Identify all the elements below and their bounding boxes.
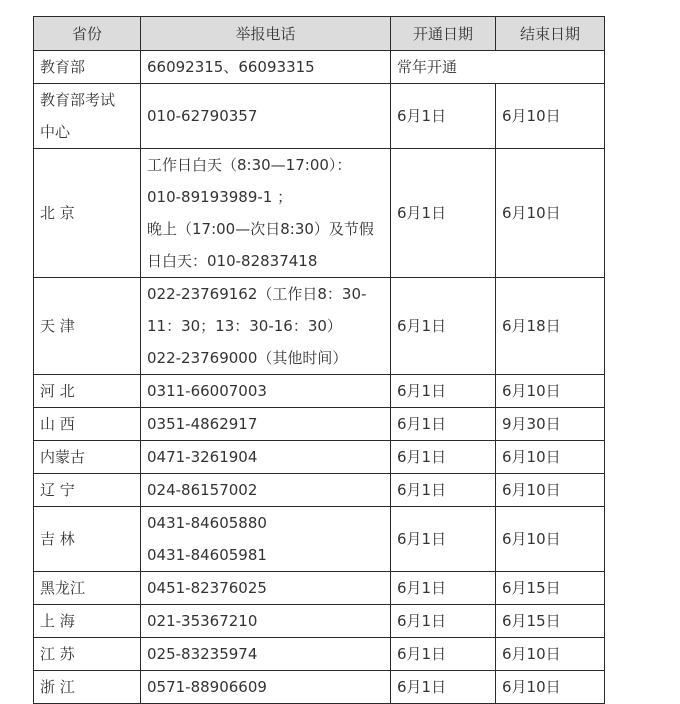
end-date-cell: 6月10日 xyxy=(496,84,605,149)
phone-cell: 021-35367210 xyxy=(141,605,391,638)
phone-line: 工作日白天（8:30—17:00）： xyxy=(147,156,352,174)
phone-cell xyxy=(141,278,391,375)
end-date-cell: 6月10日 xyxy=(496,149,605,278)
phone-line: 0431-84605880 xyxy=(147,514,267,532)
open-date-cell: 6月1日 xyxy=(391,441,496,474)
phone-cell: 0571-88906609 xyxy=(141,671,391,704)
province-cell: 浙 江 xyxy=(34,671,141,704)
phone-line: 022-23769000（其他时间） xyxy=(147,349,348,367)
phone-cell: 0451-82376025 xyxy=(141,572,391,605)
end-date-cell: 6月18日 xyxy=(496,278,605,375)
end-date-cell: 6月10日 xyxy=(496,671,605,704)
province-cell: 教育部 xyxy=(34,51,141,84)
phone-cell: 0471-3261904 xyxy=(141,441,391,474)
end-date-cell: 6月10日 xyxy=(496,474,605,507)
open-date-cell: 6月1日 xyxy=(391,671,496,704)
header-province: 省份 xyxy=(34,17,141,51)
table-row xyxy=(34,605,605,638)
province-cell xyxy=(34,84,141,149)
province-cell: 黑龙江 xyxy=(34,572,141,605)
open-date-cell: 6月1日 xyxy=(391,638,496,671)
table-row xyxy=(34,84,605,149)
header-phone: 举报电话 xyxy=(141,17,391,51)
table-row xyxy=(34,474,605,507)
open-date-cell: 6月1日 xyxy=(391,408,496,441)
phone-cell: 025-83235974 xyxy=(141,638,391,671)
table-row xyxy=(34,671,605,704)
end-date-cell: 6月10日 xyxy=(496,375,605,408)
province-cell: 辽 宁 xyxy=(34,474,141,507)
phone-cell xyxy=(141,507,391,572)
header-end-date: 结束日期 xyxy=(496,17,605,51)
open-date-cell: 6月1日 xyxy=(391,278,496,375)
open-date-cell: 6月1日 xyxy=(391,474,496,507)
open-date-cell: 6月1日 xyxy=(391,605,496,638)
province-cell: 河 北 xyxy=(34,375,141,408)
table-row xyxy=(34,441,605,474)
province-cell: 吉 林 xyxy=(34,507,141,572)
open-date-cell: 6月1日 xyxy=(391,84,496,149)
header-row xyxy=(34,17,605,51)
province-cell: 江 苏 xyxy=(34,638,141,671)
end-date-cell: 6月10日 xyxy=(496,441,605,474)
open-date-cell: 6月1日 xyxy=(391,375,496,408)
end-date-cell: 9月30日 xyxy=(496,408,605,441)
phone-cell xyxy=(141,149,391,278)
phone-cell: 0311-66007003 xyxy=(141,375,391,408)
phone-line: 晚上（17:00—次日8:30）及节假 xyxy=(147,220,374,238)
province-cell: 北 京 xyxy=(34,149,141,278)
table-row xyxy=(34,572,605,605)
province-cell: 山 西 xyxy=(34,408,141,441)
open-date-cell: 6月1日 xyxy=(391,507,496,572)
end-date-cell: 6月10日 xyxy=(496,638,605,671)
end-date-cell: 6月15日 xyxy=(496,572,605,605)
header-open-date: 开通日期 xyxy=(391,17,496,51)
phone-line: 日白天：010-82837418 xyxy=(147,252,318,270)
end-date-cell: 6月15日 xyxy=(496,605,605,638)
table-row xyxy=(34,278,605,375)
province-cell: 天 津 xyxy=(34,278,141,375)
table-row xyxy=(34,375,605,408)
phone-cell: 024-86157002 xyxy=(141,474,391,507)
phone-line: 0431-84605981 xyxy=(147,546,267,564)
phone-cell: 0351-4862917 xyxy=(141,408,391,441)
province-line: 中心 xyxy=(40,123,71,141)
province-cell: 内蒙古 xyxy=(34,441,141,474)
table-row xyxy=(34,51,605,84)
phone-cell: 010-62790357 xyxy=(141,84,391,149)
end-date-cell: 6月10日 xyxy=(496,507,605,572)
open-date-cell: 常年开通 xyxy=(391,51,605,84)
province-cell: 上 海 xyxy=(34,605,141,638)
table-row xyxy=(34,638,605,671)
phone-line: 022-23769162（工作日8：30- xyxy=(147,285,367,303)
table-row xyxy=(34,408,605,441)
phone-line: 11：30；13：30-16：30） xyxy=(147,317,342,335)
hotline-table xyxy=(33,16,605,704)
table-row xyxy=(34,149,605,278)
phone-line: 010-89193989-1 ； xyxy=(147,188,293,206)
table-row xyxy=(34,507,605,572)
open-date-cell: 6月1日 xyxy=(391,572,496,605)
province-line: 教育部考试 xyxy=(40,91,116,109)
phone-cell: 66092315、66093315 xyxy=(141,51,391,84)
open-date-cell: 6月1日 xyxy=(391,149,496,278)
